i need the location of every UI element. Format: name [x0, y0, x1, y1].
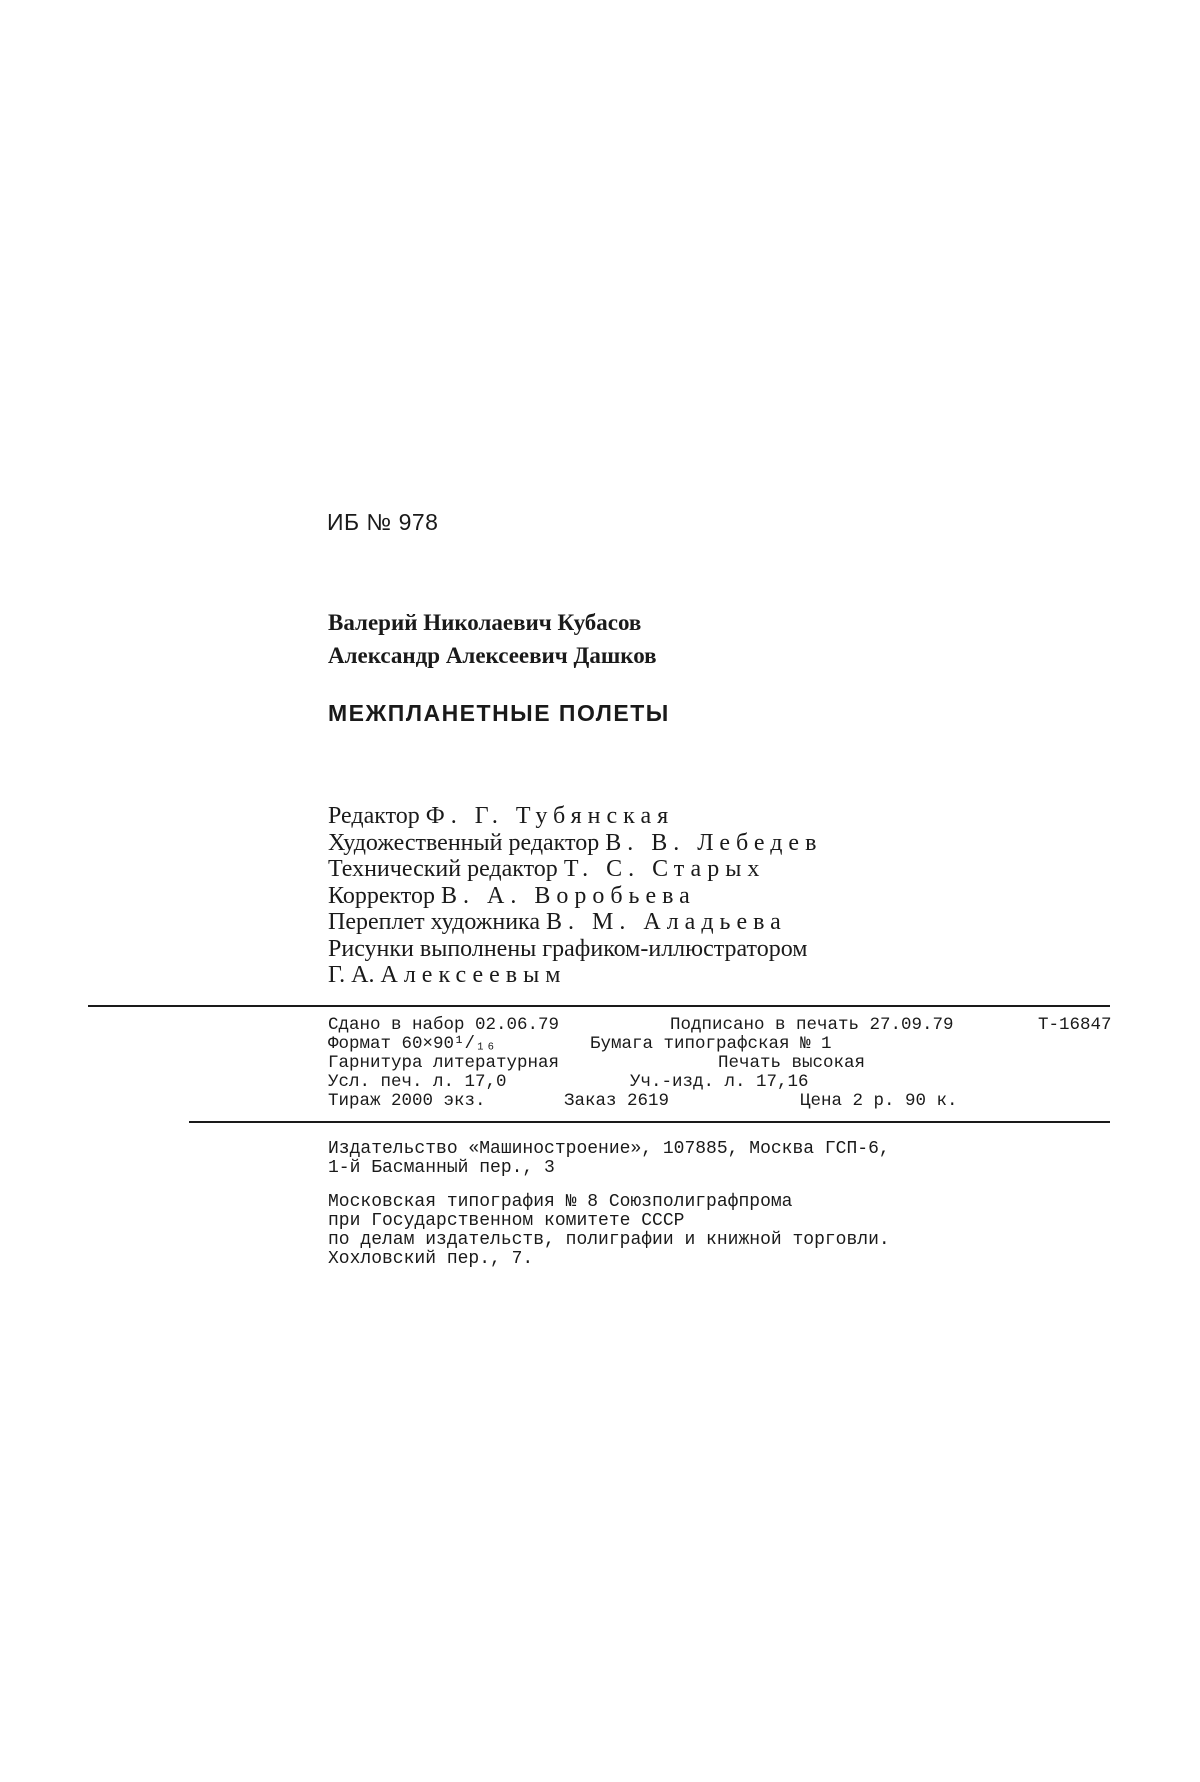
credit-row: [328, 936, 822, 963]
spec-price: Цена 2 р. 90 к.: [800, 1091, 958, 1111]
printer-line: по делам издательств, полиграфии и книжной торговли.: [328, 1230, 890, 1250]
author-name: Валерий Николаевич Кубасов: [328, 610, 642, 635]
credit-row: [328, 909, 822, 936]
spec-code: Т-16847: [1038, 1015, 1112, 1035]
divider-top: [88, 1005, 1110, 1007]
publisher-line: 1-й Басманный пер., 3: [328, 1158, 555, 1178]
credit-row: [328, 830, 822, 857]
credit-role: Редактор: [328, 803, 420, 829]
credit-name: В. В. Лебедев: [605, 829, 823, 856]
book-title: МЕЖПЛАНЕТНЫЕ ПОЛЕТЫ: [328, 700, 670, 726]
spec-pub-sheets: Уч.-изд. л. 17,16: [630, 1072, 809, 1092]
credit-row: [328, 803, 822, 830]
credit-name: Алексеевым: [380, 962, 567, 988]
spec-sent-to-set: Сдано в набор 02.06.79: [328, 1015, 560, 1035]
print-specs: [328, 1016, 1110, 1116]
spec-printed-sheets: Усл. печ. л. 17,0: [328, 1072, 507, 1092]
credit-role: Художественный редактор: [328, 829, 600, 856]
credit-role: Рисунки выполнены графиком-иллюстратором: [328, 935, 808, 962]
printer-address: [328, 1193, 890, 1269]
credit-name: В. А. Воробьева: [440, 882, 696, 909]
printer-line: при Государственном комитете СССР: [328, 1211, 685, 1231]
printer-line: Московская типография № 8 Союзполиграфпрома: [328, 1192, 793, 1212]
credit-name: Ф. Г. Тубянская: [425, 803, 675, 829]
spec-signed-to-print: Подписано в печать 27.09.79: [670, 1015, 954, 1035]
publisher-line: Издательство «Машиностроение», 107885, Москва ГСП-6,: [328, 1139, 890, 1159]
credit-name: В. М. Аладьева: [546, 909, 787, 935]
spec-paper: Бумага типографская № 1: [590, 1034, 832, 1054]
ib-number: ИБ № 978: [327, 509, 439, 535]
spec-circulation: Тираж 2000 экз.: [328, 1091, 486, 1111]
authors: [328, 606, 657, 672]
spec-typeface: Гарнитура литературная: [328, 1053, 560, 1073]
credit-row: [328, 962, 822, 989]
credit-role: Переплет художника: [328, 909, 541, 935]
credits-list: [328, 803, 822, 989]
credit-name: Т. С. Старых: [563, 856, 766, 882]
spec-order: Заказ 2619: [564, 1091, 670, 1111]
credit-role: Г. А.: [328, 962, 375, 988]
credit-role: Корректор: [328, 882, 435, 909]
credit-role: Технический редактор: [328, 856, 558, 882]
spec-printing: Печать высокая: [718, 1053, 866, 1073]
credit-row: [328, 856, 822, 883]
publisher-address: [328, 1140, 890, 1178]
divider-bottom: [189, 1121, 1110, 1123]
credit-row: [328, 883, 822, 910]
spec-format: Формат 60×90¹/₁₆: [328, 1034, 497, 1054]
author-name: Александр Алексеевич Дашков: [328, 643, 657, 668]
printer-line: Хохловский пер., 7.: [328, 1249, 534, 1269]
